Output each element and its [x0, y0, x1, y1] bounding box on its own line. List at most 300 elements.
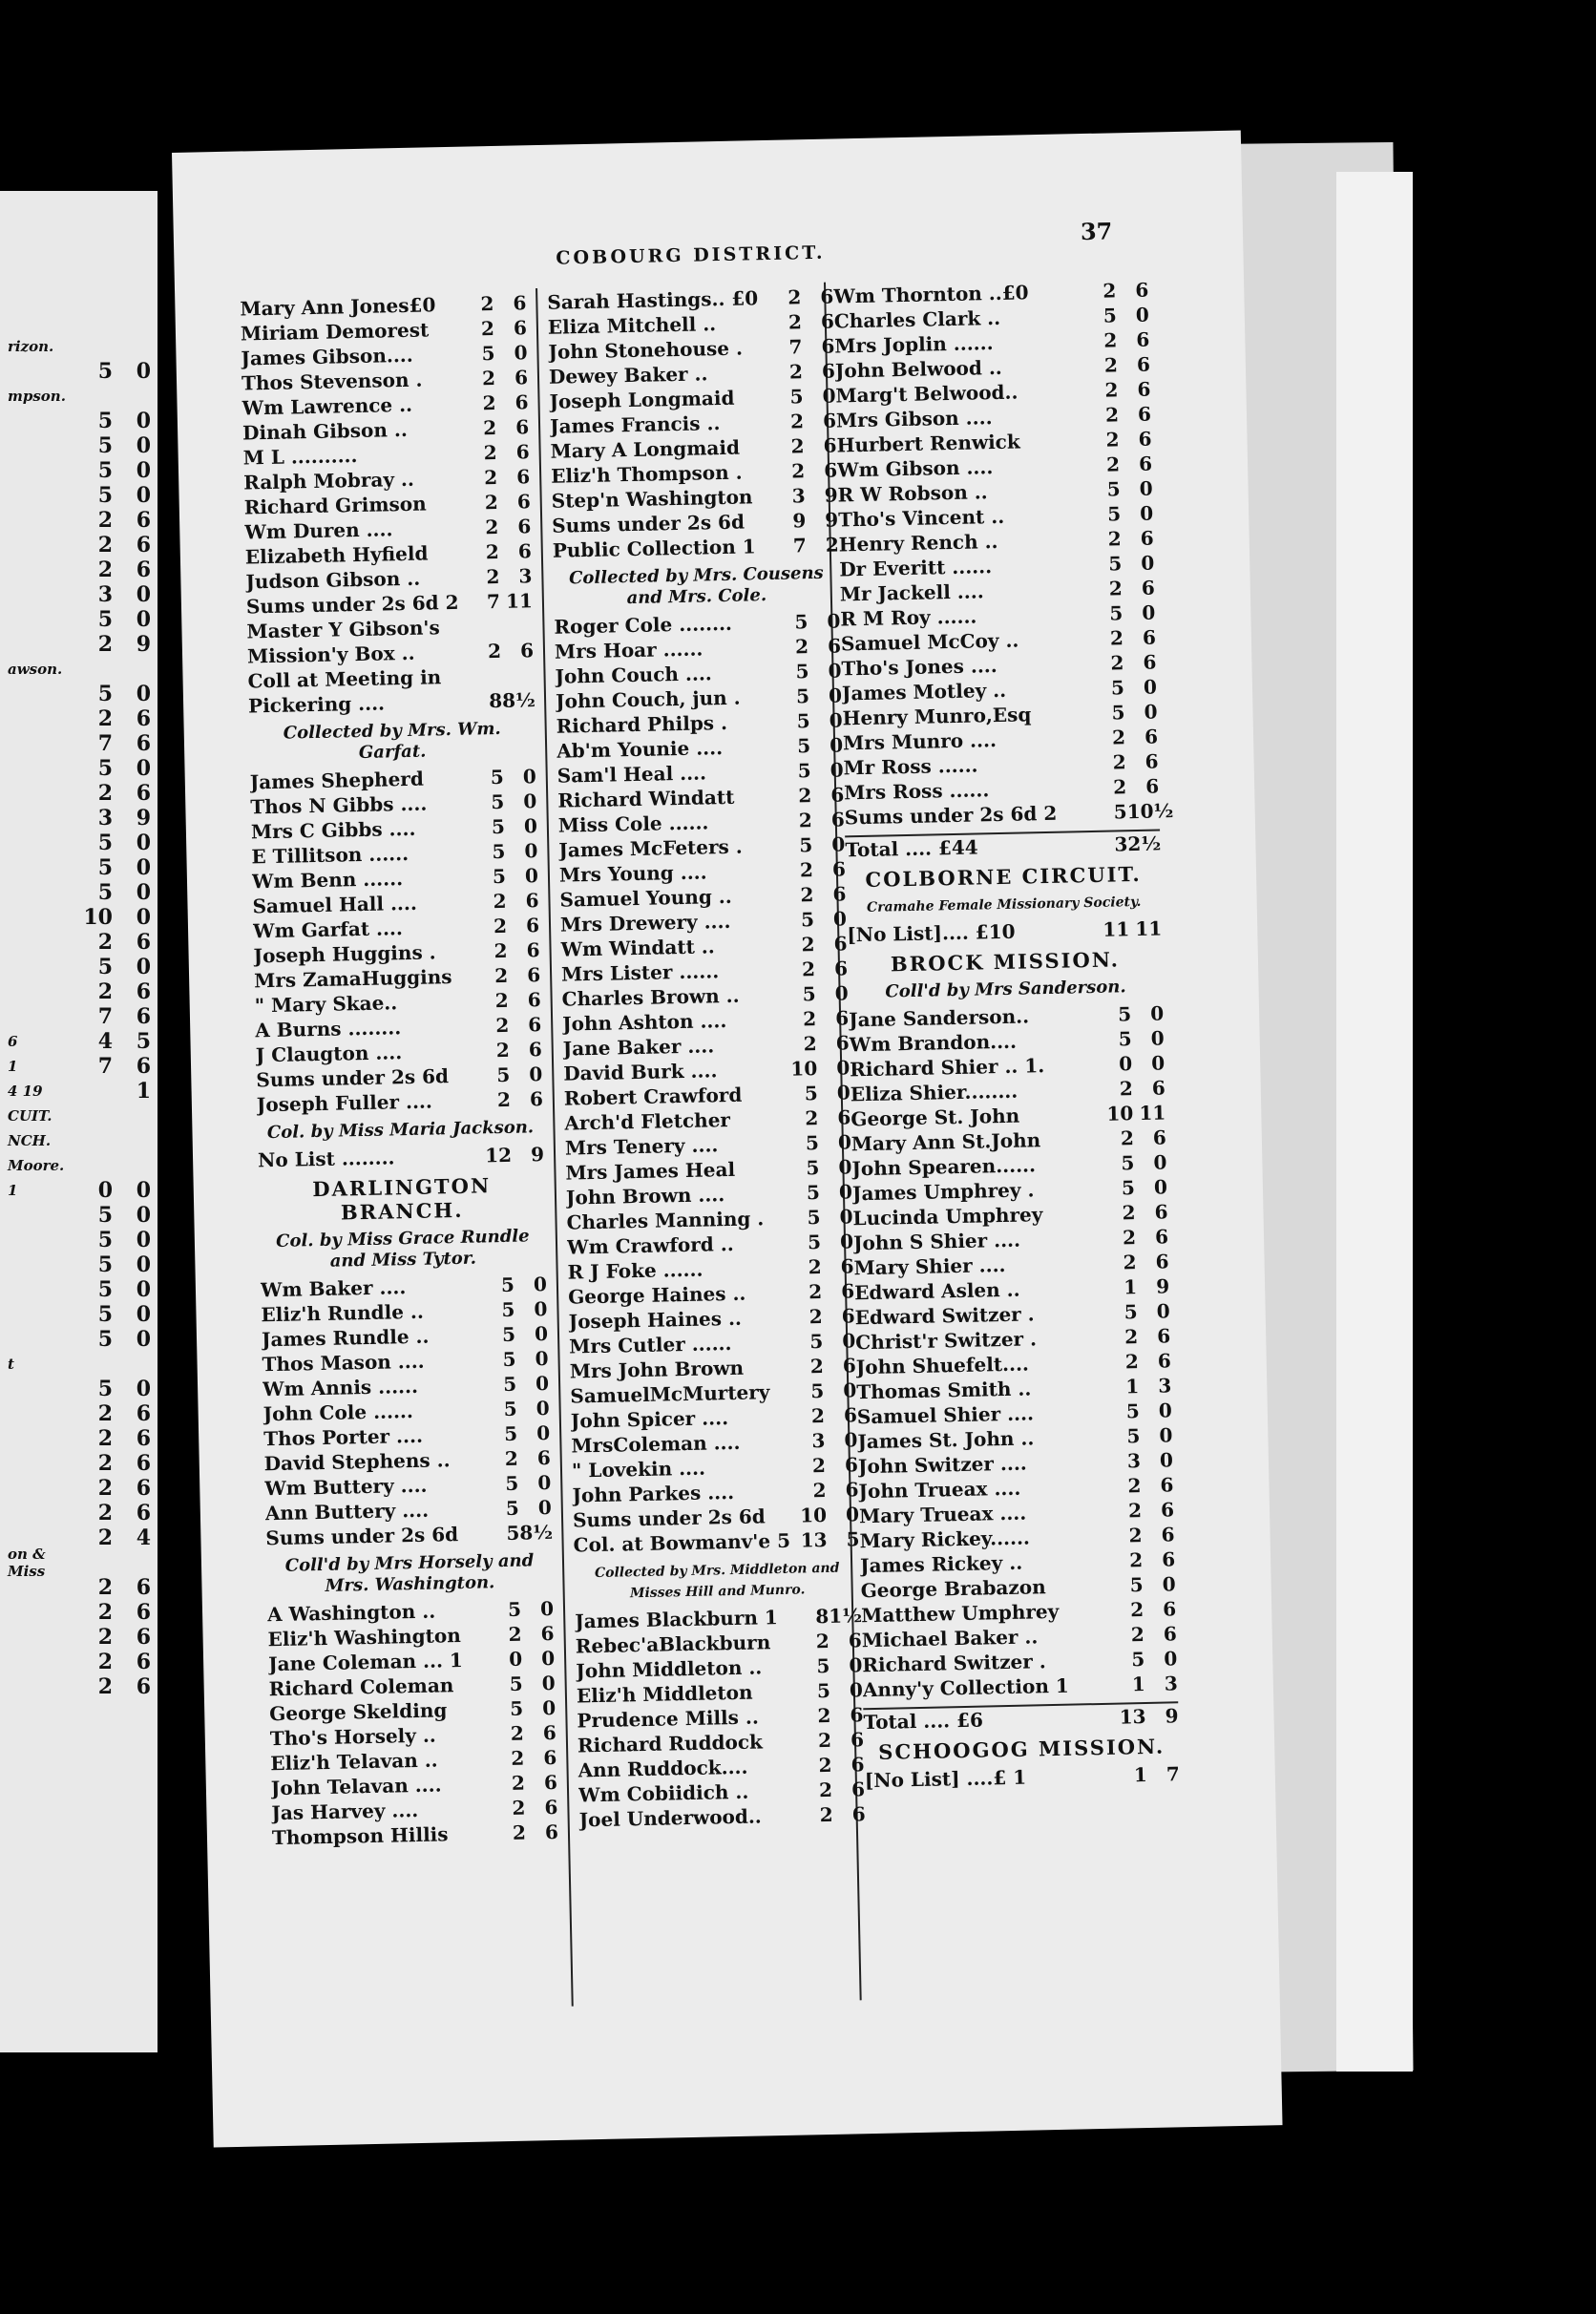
- amount-shillings: [472, 626, 500, 627]
- fragment-row: [0, 1302, 158, 1327]
- amount-shillings: 2: [812, 1478, 827, 1503]
- amount-shillings: 2: [480, 291, 494, 316]
- contributor-name: Sums under 2s 6d: [265, 1523, 459, 1550]
- amount-shillings: 5: [1124, 1300, 1138, 1324]
- ledger-row: [272, 1820, 558, 1850]
- amount-shillings: 2: [504, 1446, 518, 1470]
- contributor-name: Mr Jackell ....: [839, 579, 984, 606]
- amount-shillings: 2: [790, 434, 805, 458]
- amount-shillings: 2: [1130, 1598, 1144, 1622]
- amount-shillings: 2: [798, 784, 812, 808]
- amount-pence: 6: [1154, 1200, 1168, 1224]
- contributor-name: No List ........: [257, 1146, 395, 1172]
- ledger-row: [573, 1526, 859, 1557]
- contributor-name: Jas Harvey ....: [271, 1798, 419, 1825]
- contributor-name: A Washington ..: [266, 1599, 436, 1627]
- amount-pence: 0: [832, 907, 848, 931]
- ledger-row: [257, 1086, 543, 1117]
- fragment-value-a: 5: [97, 359, 113, 384]
- contributor-name: Tho's Vincent ..: [837, 504, 1005, 532]
- amount-pence: 6: [1143, 650, 1157, 674]
- amount-pence: 6: [528, 1013, 542, 1037]
- amount-shillings: 2: [1111, 726, 1126, 749]
- fragment-value-a: 2: [97, 1451, 113, 1476]
- amount-pence: 6: [832, 882, 847, 906]
- amount-shillings: 5: [496, 1062, 511, 1087]
- contributor-name: George St. John: [850, 1104, 1020, 1131]
- amount-shillings: 2: [1112, 775, 1127, 799]
- amount-shillings: 2: [1124, 1325, 1139, 1349]
- amount-pence: 6: [823, 433, 837, 457]
- amount-shillings: 2: [788, 360, 804, 384]
- contributor-name: [No List] ....£ 1: [864, 1765, 1027, 1793]
- contributor-name: John Parkes ....: [572, 1480, 735, 1507]
- amount-shillings: 2: [803, 1032, 817, 1056]
- fragment-value-b: 4: [136, 1525, 151, 1550]
- amount-shillings: 2: [1112, 750, 1126, 774]
- contributor-name: James Shepherd: [249, 767, 425, 794]
- section-title: BROCK MISSION.: [890, 947, 1121, 977]
- fragment-label: Moore.: [8, 1157, 65, 1174]
- amount-pence: 6: [827, 634, 842, 658]
- contributor-name: Dinah Gibson ..: [242, 417, 409, 445]
- contributor-name: J Claugton ....: [255, 1041, 403, 1067]
- fragment-row: [0, 1203, 158, 1228]
- fragment-value-a: 2: [97, 533, 113, 557]
- amount-shillings: 2: [1104, 403, 1120, 427]
- contributor-name: Miss Cole ......: [557, 810, 709, 837]
- fragment-value-b: 0: [136, 1203, 151, 1228]
- fragment-value-b: 6: [136, 1501, 151, 1525]
- fragment-value-a: 3: [97, 806, 113, 831]
- contributor-name: James Gibson....: [241, 343, 413, 370]
- amount-pence: 6: [544, 1795, 558, 1820]
- contributor-name: Hurbert Renwick: [836, 430, 1020, 457]
- fragment-value-b: 5: [136, 1029, 151, 1054]
- fragment-value-b: 6: [136, 781, 151, 806]
- contributor-name: Jane Coleman ... 1: [267, 1648, 464, 1676]
- amount-shillings: 5: [502, 1347, 516, 1372]
- contributor-name: Sums under 2s 6d 2: [844, 801, 1058, 830]
- amount-shillings: 9: [792, 509, 807, 533]
- fragment-row: [0, 1625, 158, 1650]
- amount-pence: 6: [514, 390, 529, 414]
- amount-pence: 6: [1140, 526, 1154, 550]
- fragment-value-a: 5: [97, 1277, 113, 1302]
- amount-shillings: 5: [509, 1672, 523, 1695]
- amount-pence: 6: [1157, 1349, 1171, 1373]
- amount-shillings: 2: [808, 1304, 823, 1329]
- collector-heading: Coll'd by Mrs Horsely and Mrs. Washington.: [284, 1550, 535, 1596]
- page-edge-inner: [1336, 172, 1413, 2072]
- amount-shillings: 5: [506, 1521, 520, 1545]
- fragment-row: [0, 1451, 158, 1476]
- fragment-row: [0, 1674, 158, 1699]
- fragment-label: 1: [8, 1058, 18, 1075]
- amount-shillings: 5: [789, 385, 804, 409]
- amount-shillings: 5: [807, 1231, 822, 1254]
- amount-shillings: 2: [494, 938, 508, 963]
- contributor-name: Mrs C Gibbs ....: [250, 816, 416, 844]
- contributor-name: Judson Gibson ..: [245, 566, 421, 594]
- column-3: [833, 278, 1180, 1794]
- amount-shillings: 5: [481, 341, 495, 366]
- amount-pence: 6: [544, 1820, 559, 1844]
- amount-shillings: 2: [483, 440, 497, 465]
- fragment-row: [0, 979, 158, 1004]
- amount-pence: 6: [821, 334, 835, 358]
- amount-pence: 0: [828, 659, 842, 683]
- contributor-name: Thos Stevenson .: [241, 368, 423, 395]
- amount-shillings: 2: [496, 1087, 512, 1112]
- contributor-name: Mrs Hoar ......: [554, 637, 704, 663]
- contributor-name: Samuel Shier ....: [856, 1401, 1035, 1429]
- contributor-name: John Switzer ....: [857, 1451, 1027, 1479]
- total-row: [863, 1701, 1179, 1735]
- contributor-name: SamuelMcMurtery: [570, 1380, 770, 1408]
- amount-shillings: 2: [1105, 452, 1121, 476]
- contributor-name: Lucinda Umphrey: [852, 1203, 1043, 1231]
- fragment-label: mpson.: [8, 388, 66, 405]
- amount-pence: 0: [1159, 1423, 1173, 1447]
- contributor-name: James Rickey ..: [859, 1550, 1023, 1578]
- fragment-value-b: 0: [136, 905, 151, 930]
- fragment-value-a: 2: [97, 1426, 113, 1451]
- amount-pence: 0: [534, 1297, 548, 1321]
- amount-shillings: 5: [1118, 1027, 1132, 1051]
- contributor-name: Joseph Huggins .: [253, 940, 436, 968]
- contributor-name: James Rundle ..: [261, 1324, 430, 1352]
- amount-pence: 6: [845, 1478, 859, 1502]
- contributor-name: Sums under 2s 6d: [256, 1064, 450, 1092]
- amount-shillings: 2: [482, 415, 497, 440]
- amount-pence: 0: [1139, 476, 1153, 500]
- amount-pence: 6: [1154, 1225, 1169, 1249]
- contributor-name: John Couch ....: [555, 662, 712, 688]
- contributor-name: Samuel McCoy ..: [840, 628, 1019, 656]
- contributor-name: [No List].... £10: [847, 919, 1016, 947]
- amount-shillings: 2: [794, 635, 809, 659]
- contributor-name: Richard Shier .. 1.: [850, 1054, 1045, 1082]
- fragment-row: [0, 1104, 158, 1128]
- fragment-value-a: 5: [97, 458, 113, 483]
- amount-pence: 0: [523, 814, 538, 838]
- amount-shillings: 2: [1119, 1077, 1133, 1101]
- fragment-label: awson.: [8, 661, 63, 678]
- amount-pence: 0: [533, 1273, 548, 1296]
- amount-pence: 6: [841, 1304, 855, 1328]
- fragment-value-a: 5: [97, 855, 113, 880]
- fragment-row: [0, 930, 158, 955]
- fragment-row: [0, 806, 158, 831]
- amount-shillings: 2: [512, 1796, 526, 1820]
- amount-shillings: 7: [486, 589, 501, 614]
- contributor-name: Roger Cole ........: [554, 611, 733, 639]
- amount-shillings: 2: [1104, 378, 1119, 402]
- contributor-name: Mrs ZamaHuggins: [253, 965, 452, 993]
- amount-shillings: 8: [488, 688, 503, 713]
- fragment-row: [0, 1228, 158, 1252]
- contributor-name: Wm Crawford ..: [566, 1231, 734, 1259]
- amount-pence: 0: [842, 1329, 856, 1353]
- amount-pence: 0: [524, 839, 538, 863]
- contributor-name: Mary Rickey......: [859, 1525, 1031, 1553]
- collector-heading: Collected by Mrs. Wm. Garfat.: [283, 718, 501, 764]
- fragment-value-a: 2: [97, 632, 113, 657]
- contributor-name: Thos Mason ....: [262, 1349, 425, 1377]
- amount-pence: 6: [543, 1745, 557, 1770]
- amount-pence: 0: [1142, 600, 1156, 624]
- amount-pence: 0: [837, 1130, 852, 1154]
- amount-shillings: 5: [500, 1273, 515, 1297]
- amount-shillings: 2: [1105, 428, 1120, 452]
- amount-pence: 6: [529, 1087, 544, 1111]
- fragment-value-b: 0: [136, 1228, 151, 1252]
- amount-pence: 0: [1143, 675, 1158, 699]
- amount-pence: 0: [1139, 501, 1154, 525]
- contributor-name: Thos Porter ....: [262, 1423, 424, 1451]
- fragment-value-a: 5: [97, 1327, 113, 1352]
- fragment-value-b: 6: [136, 1054, 151, 1079]
- contributor-name: Joseph Haines ..: [568, 1306, 743, 1334]
- amount-pence: 6: [1144, 749, 1159, 773]
- amount-pence: 6: [514, 415, 530, 439]
- amount-shillings: 2: [1124, 1350, 1139, 1374]
- contributor-name: M L ..........: [242, 443, 358, 470]
- fragment-row: [0, 1054, 158, 1079]
- contributor-name: Mary Ann St.John: [850, 1128, 1041, 1156]
- amount-shillings: 5: [1113, 800, 1127, 824]
- fragment-value-a: 2: [97, 706, 113, 731]
- amount-pence: 6: [833, 957, 849, 980]
- amount-pence: 8½: [501, 688, 536, 712]
- amount-shillings: 7: [792, 534, 808, 557]
- fragment-row: [0, 1650, 158, 1674]
- contributor-name: Richard Ruddock: [577, 1730, 764, 1757]
- amount-shillings: 10: [790, 1057, 818, 1081]
- amount-pence: 6: [519, 639, 535, 663]
- fragment-row: [0, 731, 158, 756]
- contributor-name: Henry Munro,Esq: [842, 703, 1032, 730]
- amount-pence: 6: [821, 359, 836, 383]
- contributor-name: John Middleton ..: [576, 1655, 763, 1683]
- amount-shillings: 2: [788, 310, 803, 334]
- fragment-row: [0, 706, 158, 731]
- amount-shillings: 2: [1128, 1524, 1143, 1547]
- fragment-value-b: 6: [136, 1476, 151, 1501]
- ledger-row: [578, 1801, 865, 1832]
- contributor-name: Wm Benn ......: [251, 867, 404, 894]
- amount-shillings: 2: [818, 1753, 832, 1778]
- contributor-name: Ann Buttery ....: [264, 1498, 430, 1525]
- contributor-name: Mr Ross ......: [843, 753, 978, 780]
- contributor-name: James St. John ..: [857, 1426, 1035, 1454]
- amount-pence: 6: [1161, 1523, 1175, 1546]
- fragment-row: [0, 1327, 158, 1352]
- amount-shillings: 5: [805, 1131, 820, 1155]
- amount-pence: 0: [839, 1230, 854, 1253]
- fragment-row: [0, 508, 158, 533]
- amount-pence: 6: [1144, 774, 1160, 798]
- amount-pence: 6: [848, 1629, 863, 1652]
- contributor-name: Elizabeth Hyfield: [244, 541, 429, 569]
- section-title: DARLINGTON BRANCH.: [312, 1173, 492, 1225]
- amount-shillings: 5: [1126, 1424, 1141, 1448]
- amount-pence: 6: [850, 1753, 865, 1777]
- contributor-name: Jane Baker ....: [562, 1034, 715, 1061]
- amount-pence: 6: [843, 1403, 858, 1427]
- fragment-label: t: [8, 1356, 14, 1373]
- fragment-value-a: 4: [97, 1029, 113, 1054]
- amount-pence: 6: [536, 1445, 551, 1470]
- fragment-value-a: 5: [97, 1377, 113, 1401]
- amount-pence: 0: [524, 864, 539, 888]
- contributor-name: Mary Trueax ....: [858, 1501, 1027, 1528]
- fragment-row: [0, 1153, 158, 1178]
- collector-heading: Col. by Miss Grace Rundle and Miss Tytor.: [275, 1226, 530, 1272]
- amount-shillings: 1: [1133, 1762, 1148, 1787]
- amount-shillings: 2: [808, 1255, 822, 1279]
- amount-pence: 6: [1141, 576, 1156, 600]
- contributor-name: George Brabazon: [860, 1575, 1046, 1603]
- contributor-name: Eliz'h Middleton: [576, 1680, 753, 1708]
- amount-shillings: 8: [815, 1604, 830, 1629]
- amount-shillings: 2: [484, 465, 498, 490]
- amount-pence: 0: [836, 1056, 850, 1080]
- fragment-row: [0, 334, 158, 359]
- fragment-row: [0, 582, 158, 607]
- amount-pence: 6: [830, 783, 845, 807]
- fragment-row: [0, 409, 158, 433]
- amount-shillings: 5: [802, 982, 816, 1006]
- contributor-name: Michael Baker ..: [861, 1625, 1039, 1652]
- fragment-value-a: 3: [97, 582, 113, 607]
- amount-pence: 0: [1162, 1572, 1176, 1596]
- amount-shillings: 5: [816, 1678, 831, 1703]
- amount-shillings: 5: [1131, 1648, 1145, 1672]
- amount-pence: 6: [526, 963, 541, 987]
- amount-shillings: 2: [1108, 577, 1124, 600]
- fragment-row: [0, 1600, 158, 1625]
- amount-pence: 11: [1139, 1101, 1166, 1125]
- fragment-value-b: 0: [136, 1277, 151, 1302]
- fragment-value-a: 2: [97, 1525, 113, 1550]
- contributor-name: Christ'r Switzer .: [855, 1327, 1038, 1355]
- amount-pence: 6: [513, 291, 527, 315]
- contributor-name: John Belwood ..: [834, 355, 1002, 383]
- column-2: [547, 284, 866, 1833]
- amount-pence: 6: [842, 1354, 857, 1378]
- fragment-row: [0, 781, 158, 806]
- contributor-name: Thomas Smith ..: [856, 1377, 1032, 1404]
- contributor-name: Henry Rench ..: [838, 529, 998, 557]
- amount-pence: 0: [1135, 303, 1150, 326]
- amount-pence: 0: [849, 1678, 864, 1702]
- fragment-row: [0, 880, 158, 905]
- fragment-label: CUIT.: [8, 1107, 52, 1125]
- amount-pence: 6: [1142, 625, 1157, 649]
- amount-shillings: 3: [1126, 1449, 1142, 1473]
- fragment-value-a: 7: [97, 1004, 113, 1029]
- amount-pence: 0: [822, 384, 836, 408]
- amount-pence: 0: [539, 1596, 555, 1621]
- amount-pence: 0: [535, 1372, 550, 1396]
- fragment-label: rizon.: [8, 338, 54, 355]
- amount-pence: 6: [517, 539, 533, 563]
- fragment-row: [0, 607, 158, 632]
- amount-shillings: 2: [481, 366, 496, 390]
- amount-shillings: 2: [482, 390, 496, 415]
- contributor-name: R W Robson ..: [837, 480, 988, 507]
- amount-pence: 6: [850, 1728, 865, 1752]
- amount-pence: 6: [1160, 1473, 1174, 1497]
- amount-pence: 0: [535, 1347, 549, 1371]
- fragment-value-a: 5: [97, 483, 113, 508]
- amount-shillings: 5: [1117, 1002, 1132, 1026]
- fragment-value-b: 0: [136, 607, 151, 632]
- fragment-row: [0, 458, 158, 483]
- amount-pence: 8½: [519, 1520, 554, 1545]
- amount-shillings: 0: [1119, 1052, 1133, 1076]
- ledger-row: [248, 687, 535, 718]
- amount-shillings: 5: [799, 833, 813, 857]
- fragment-label: 1: [8, 1182, 18, 1199]
- contributor-name: Charles Clark ..: [833, 305, 1001, 333]
- amount-shillings: 2: [1122, 1201, 1136, 1225]
- amount-pence: 0: [829, 708, 843, 732]
- amount-pence: 0: [830, 758, 844, 782]
- fragment-value-a: 2: [97, 1476, 113, 1501]
- amount-pence: 0: [838, 1180, 853, 1204]
- amount-shillings: 3: [811, 1428, 826, 1453]
- contributor-name: Mary Shier ....: [853, 1252, 1006, 1280]
- contributor-name: Jane Sanderson..: [848, 1004, 1030, 1032]
- contributor-name: Mrs James Heal: [565, 1157, 736, 1185]
- contributor-name: Samuel Young ..: [559, 884, 732, 912]
- contributor-name: " Lovekin ....: [571, 1456, 706, 1483]
- fragment-value-a: 5: [97, 607, 113, 632]
- fragment-row: [0, 1079, 158, 1104]
- fragment-row: [0, 756, 158, 781]
- amount-pence: 9: [824, 483, 838, 507]
- page-header: COBOURG DISTRICT.: [556, 242, 826, 269]
- contributor-name: Prudence Mills ..: [577, 1705, 760, 1733]
- amount-pence: 6: [540, 1621, 555, 1646]
- amount-pence: 0: [831, 832, 846, 856]
- contributor-name: Richard Philps .: [556, 710, 728, 738]
- fragment-value-a: 5: [97, 682, 113, 706]
- fragment-value-a: 5: [97, 433, 113, 458]
- contributor-name: George Skelding: [269, 1698, 448, 1726]
- contributor-name: E Tillitson ......: [251, 841, 410, 869]
- fragment-row: [0, 359, 158, 384]
- fragment-value-a: 5: [97, 1228, 113, 1252]
- amount-pence: 6: [820, 309, 835, 333]
- amount-pence: 0: [1153, 1175, 1168, 1199]
- amount-shillings: 5: [492, 839, 506, 864]
- contributor-name: Dewey Baker ..: [548, 362, 708, 389]
- amount-pence: 9: [1155, 1274, 1170, 1298]
- collector-heading: Coll'd by Mrs Sanderson.: [885, 977, 1126, 1002]
- amount-pence: 0: [514, 341, 528, 365]
- fragment-value-b: 6: [136, 1451, 151, 1476]
- amount-shillings: 2: [512, 1820, 527, 1844]
- fragment-value-a: 2: [97, 1401, 113, 1426]
- amount-shillings: 5: [1108, 552, 1123, 576]
- amount-shillings: 5: [795, 684, 810, 708]
- contributor-name: Eliz'h Rundle ..: [261, 1299, 425, 1327]
- contributor-name: Sums under 2s 6d: [552, 510, 746, 537]
